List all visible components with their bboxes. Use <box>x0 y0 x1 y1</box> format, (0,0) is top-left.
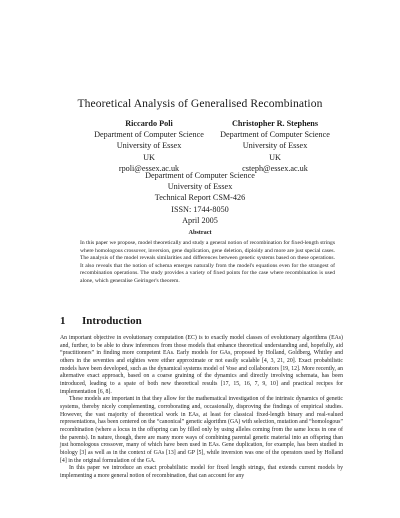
author-email: csteph@essex.ac.uk <box>242 163 308 173</box>
section-title: Introduction <box>82 315 142 327</box>
author-institution: University of Essex <box>116 141 182 151</box>
body-paragraph: These models are important in that they allow for the mathematical investigation of the intrinsic dynamics of genetic systems, thereby nicely complementing, corroborating and, occasionally, disproving the findings of empirical studies. However, the vast majority of theoretical work in EAs, at least for classical fixed-length binary and real-valued representations, has been centered on the “canonical” genetic algorithm (GA) with selection, mutation and “homologous” recombination (where a locus in the offspring can by filled only by using alleles coming from the same locus in one of the parents). In nature, though, there are many more ways of combining parental genetic material into an offspring than just homologous crossover, many of which have been used in EAs. Gene duplication, for example, has been studied in biology [3] as well as in the context of GAs [13] and GP [5], while inversion was one of the operators used by Holland [4] in the original formulation of the GA. <box>60 396 343 464</box>
author-department: Department of Computer Science <box>220 130 330 140</box>
report-date: April 2005 <box>182 215 218 225</box>
paper-title: Theoretical Analysis of Generalised Recombination <box>77 97 323 110</box>
author-department: Department of Computer Science <box>94 130 204 140</box>
report-department: Department of Computer Science <box>145 171 255 180</box>
section-number: 1 <box>60 315 66 327</box>
abstract-heading: Abstract <box>188 229 212 236</box>
body-paragraph: In this paper we introduce an exact probabilistic model for fixed length strings, that extends current models by implementing a more general notion of recombination, that can account for any <box>60 465 343 479</box>
author-name: Riccardo Poli <box>125 119 173 128</box>
report-info <box>0 170 400 226</box>
author-institution: University of Essex <box>242 141 308 151</box>
report-institution: University of Essex <box>167 182 233 192</box>
section-heading <box>60 315 142 327</box>
author-name: Christopher R. Stephens <box>231 119 319 128</box>
author-country: UK <box>143 152 155 162</box>
section-body <box>60 335 343 480</box>
author-block-2 <box>200 118 350 174</box>
body-paragraph: An important objective in evolutionary computation (EC) is to exactly model classes of evolutionary algorithms (EAs) and, further, to be able to draw inferences from those models that enhance theoretical understanding and, hopefully, aid “practitioners” in finding more competent EAs. Early models for GAs, proposed by Holland, Goldberg, Whitley and others in the seventies and eighties were either approximate or not easily scalable [4, 3, 21, 20]. Exact probabilistic models have been developed, such as the dynamical systems model of Vose and collaborators [19, 12]. More recently, an alternative exact approach, based on a coarse graining of the dynamics and directly involving schemata, has been introduced, leading to a spate of both new theoretical results [17, 15, 16, 7, 9, 10] and practical recipes for implementation [6, 8]. <box>60 335 343 395</box>
report-number: Technical Report CSM-426 <box>154 193 246 203</box>
abstract-text: In this paper we propose, model theoretically and study a general notion of recombination for fixed-length strings where homologous crossover, inversion, gene duplication, gene deletion, diploidy and more are just special cases. The analysis of the model reveals similarities and differences between genetic systems based on these operations. It also reveals that the notion of schema emerges naturally from the model's equations even for the strangest of recombination operations. The study provides a variety of fixed points for the case where recombination is used alone, which generalise Geiringer's theorem. <box>80 240 335 284</box>
report-issn: ISSN: 1744-8050 <box>171 204 229 214</box>
author-country: UK <box>269 152 281 162</box>
author-email: rpoli@essex.ac.uk <box>118 163 180 173</box>
